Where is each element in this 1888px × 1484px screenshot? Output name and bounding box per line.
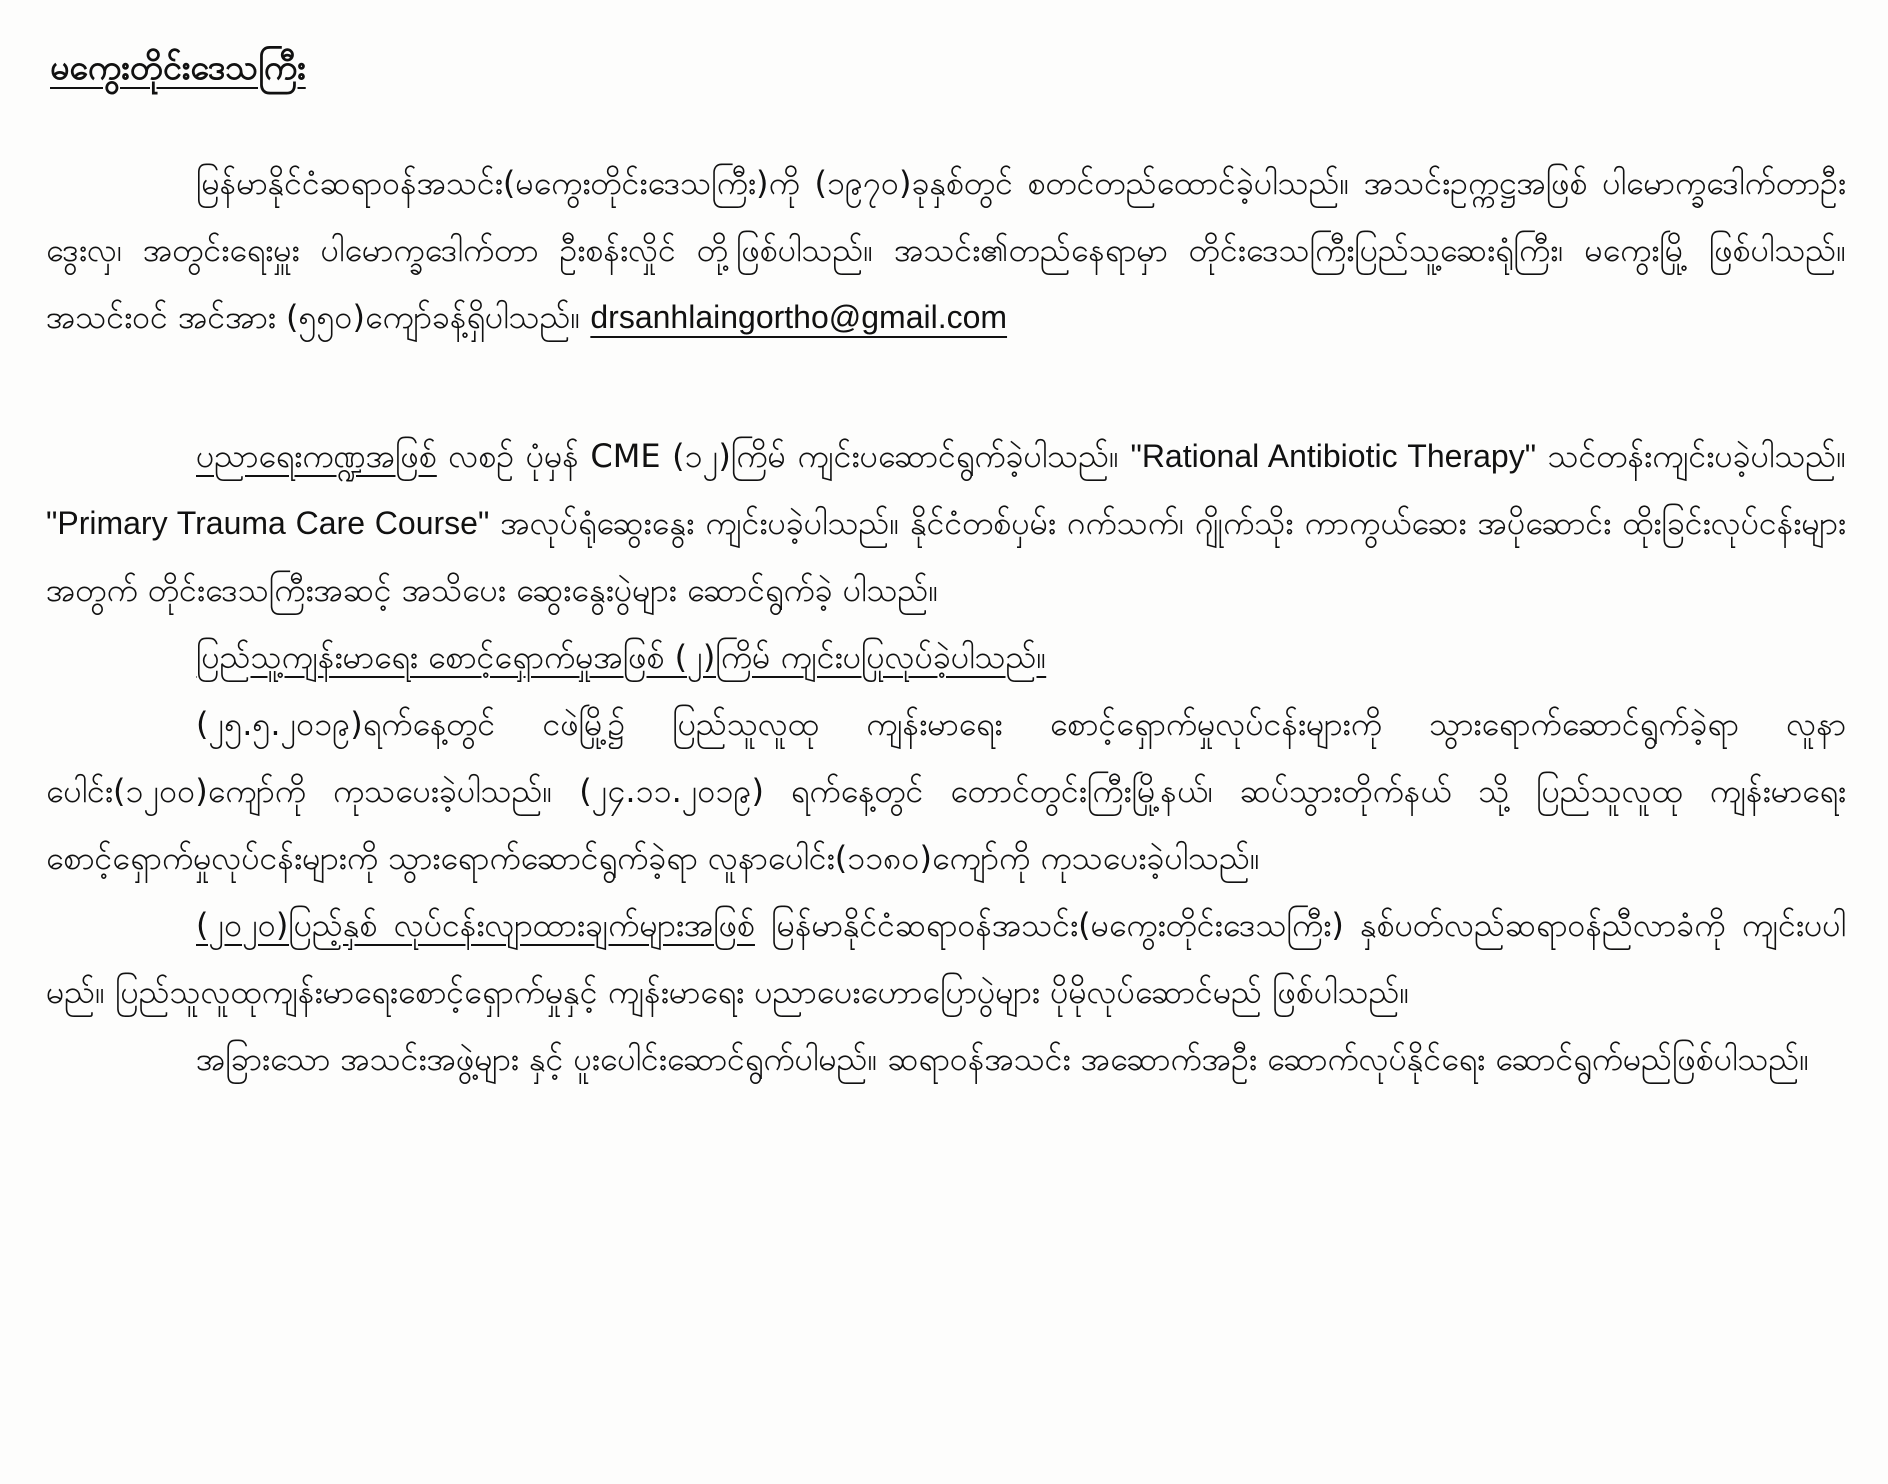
plans-lead: (၂၀၂၀)ပြည့်နှစ် လုပ်ငန်းလျာထားချက်များအဖြစ် <box>196 906 755 944</box>
education-text-middle: သင်တန်းကျင်းပခဲ့ပါသည်။ <box>1536 437 1847 475</box>
public-health-heading: ပြည်သူ့ကျန်းမာရေး စောင့်ရှောက်မှုအဖြစ် (၂)ကြိမ် ကျင်းပပြုလုပ်ခဲ့ပါသည်။ <box>196 638 1047 676</box>
plans-paragraph <box>46 892 1846 1026</box>
education-text-before: လစဉ် ပုံမှန် CME (၁၂)ကြိမ် ကျင်းပဆောင်ရွက်ခဲ့ပါသည်။ <box>448 437 1131 475</box>
intro-text: မြန်မာနိုင်ငံဆရာဝန်အသင်း(မကွေးတိုင်းဒေသကြီး)ကို (၁၉၇၀)ခုနှစ်တွင် စတင်တည်ထောင်ခဲ့ပါသည်။ အသင်းဥက္ကဋ္ဌအဖြစ် ပါမောက္ခဒေါက်တာဦးဒွေးလှ၊ အတွင်းရေးမှူး ပါမောက္ခဒေါက်တာ ဦးစန်းလှိုင် တို့ဖြစ်ပါသည်။ အသင်း၏တည်နေရာမှာ တိုင်းဒေသကြီးပြည်သူ့ဆေးရုံကြီး၊ မကွေးမြို့ ဖြစ်ပါသည်။ အသင်းဝင် အင်အား (၅၅၀)ကျော်ခန့်ရှိပါသည်။ <box>46 164 1846 336</box>
contact-email[interactable]: drsanhlaingortho@gmail.com <box>590 299 1008 335</box>
closing-paragraph: အခြားသော အသင်းအဖွဲ့များ နှင့် ပူးပေါင်းဆောင်ရွက်ပါမည်။ ဆရာဝန်အသင်း အဆောက်အဦး ဆောက်လုပ်နိုင်ရေး ဆောင်ရွက်မည်ဖြစ်ပါသည်။ <box>196 1040 1810 1078</box>
course-primary-trauma-care: "Primary Trauma Care Course" <box>46 505 490 541</box>
paragraph-gap <box>46 351 1846 423</box>
document-title: မကွေးတိုင်းဒေသကြီး <box>50 48 306 88</box>
course-rational-antibiotic: "Rational Antibiotic Therapy" <box>1130 438 1537 474</box>
education-paragraph <box>46 423 1846 624</box>
intro-paragraph <box>46 150 1846 351</box>
public-health-paragraph: (၂၅.၅.၂၀၁၉)ရက်နေ့တွင် ငဖဲမြို့၌ ပြည်သူလူထု ကျန်းမာရေး စောင့်ရှောက်မှုလုပ်ငန်းများကို သွားရောက်ဆောင်ရွက်ခဲ့ရာ လူနာပေါင်း(၁၂၀၀)ကျော်ကို ကုသပေးခဲ့ပါသည်။ (၂၄.၁၁.၂၀၁၉) ရက်နေ့တွင် တောင်တွင်းကြီးမြို့နယ်၊ ဆပ်သွားတိုက်နယ် သို့ ပြည်သူလူထု ကျန်းမာရေး စောင့်ရှောက်မှုလုပ်ငန်းများကို သွားရောက်ဆောင်ရွက်ခဲ့ရာ လူနာပေါင်း(၁၁၈၀)ကျော်ကို ကုသပေးခဲ့ပါသည်။ <box>46 705 1846 877</box>
education-text-after: အလုပ်ရုံဆွေးနွေး ကျင်းပခဲ့ပါသည်။ နိုင်ငံတစ်ပှမ်း ဂက်သက်၊ ဂျိုက်သိုး ကာကွယ်ဆေး အပိုဆောင်း ထိုးခြင်းလုပ်ငန်းများအတွက် တိုင်းဒေသကြီးအဆင့် အသိပေး ဆွေးနွေးပွဲများ ဆောင်ရွက်ခဲ့ ပါသည်။ <box>46 504 1847 609</box>
document-body <box>46 150 1846 1093</box>
education-lead: ပညာရေးကဏ္ဍအဖြစ် <box>196 437 437 475</box>
plans-text: မြန်မာနိုင်ငံဆရာဝန်အသင်း(မကွေးတိုင်းဒေသကြီး) နှစ်ပတ်လည်ဆရာဝန်ညီလာခံကို ကျင်းပပါမည်။ ပြည်သူလူထုကျန်းမာရေးစောင့်ရှောက်မှုနှင့် ကျန်းမာရေး ပညာပေးဟောပြောပွဲများ ပိုမိုလုပ်ဆောင်မည် ဖြစ်ပါသည်။ <box>46 906 1846 1011</box>
